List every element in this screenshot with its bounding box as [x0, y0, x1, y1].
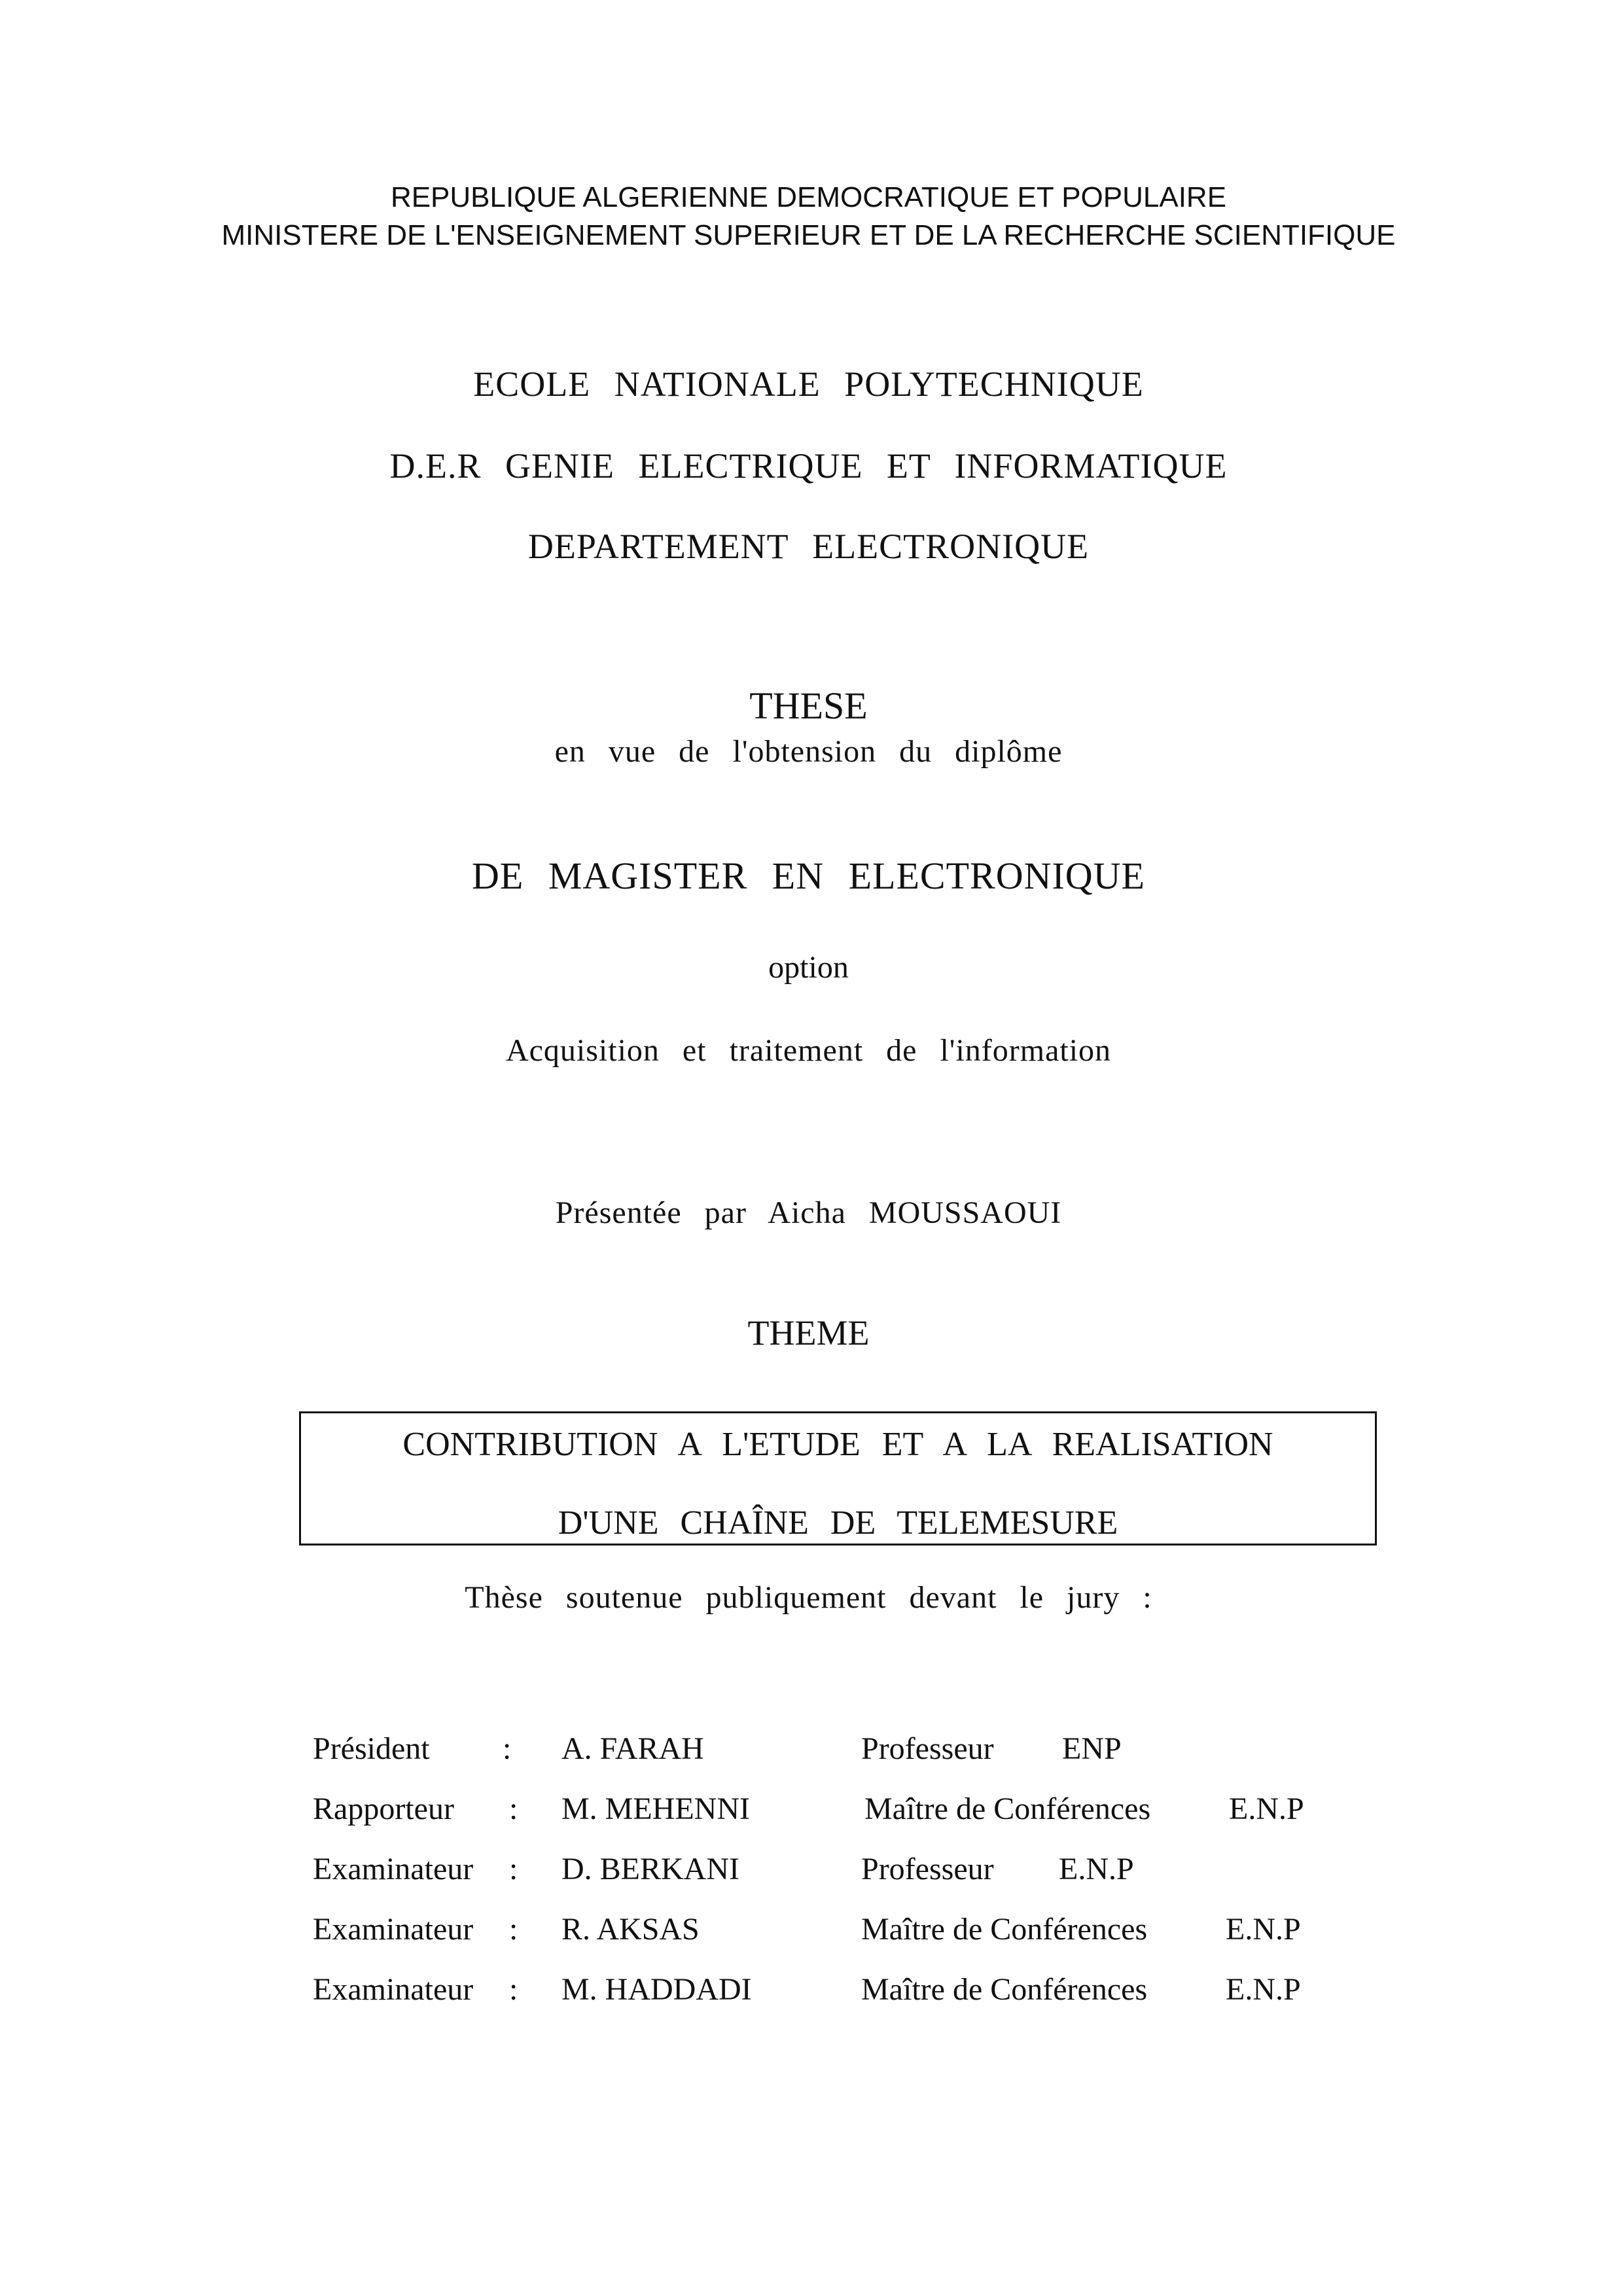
jury-name: D. BERKANI — [561, 1852, 739, 1886]
jury-colon: : — [503, 1731, 512, 1766]
jury-name: R. AKSAS — [561, 1912, 700, 1947]
theme-label: THEME — [747, 1313, 870, 1352]
jury-colon: : — [509, 1972, 518, 2007]
option-label: option — [768, 950, 849, 985]
jury-institution: E.N.P — [1059, 1852, 1134, 1886]
thesis-title: THESE — [749, 684, 868, 727]
option-text: Acquisition et traitement de l'information — [505, 1033, 1112, 1068]
jury-role: Président — [313, 1731, 430, 1766]
header-republic: REPUBLIQUE ALGERIENNE DEMOCRATIQUE ET POPULAIRE — [390, 181, 1227, 213]
thesis-subtitle: en vue de l'obtension du diplôme — [554, 734, 1063, 769]
jury-role: Rapporteur — [313, 1792, 454, 1826]
jury-institution: E.N.P — [1226, 1912, 1301, 1947]
jury-institution: ENP — [1062, 1731, 1122, 1766]
jury-institution: E.N.P — [1229, 1792, 1304, 1826]
jury-name: A. FARAH — [561, 1731, 704, 1766]
jury-institution: E.N.P — [1226, 1972, 1301, 2007]
degree-title: DE MAGISTER EN ELECTRONIQUE — [472, 855, 1145, 897]
jury-role: Examinateur — [313, 1852, 474, 1886]
jury-colon: : — [509, 1912, 518, 1947]
defense-line: Thèse soutenue publiquement devant le jury : — [465, 1580, 1152, 1615]
theme-line-2: D'UNE CHAÎNE DE TELEMESURE — [558, 1504, 1118, 1542]
jury-title: Professeur — [861, 1852, 994, 1886]
jury-title: Maître de Conférences — [861, 1912, 1148, 1947]
der-name: D.E.R GENIE ELECTRIQUE ET INFORMATIQUE — [389, 446, 1228, 486]
theme-line-1: CONTRIBUTION A L'ETUDE ET A LA REALISATION — [402, 1426, 1273, 1463]
department-name: DEPARTEMENT ELECTRONIQUE — [527, 527, 1090, 566]
jury-colon: : — [509, 1792, 518, 1826]
presenter-line: Présentée par Aicha MOUSSAOUI — [555, 1195, 1062, 1230]
school-name: ECOLE NATIONALE POLYTECHNIQUE — [473, 364, 1144, 404]
jury-title: Maître de Conférences — [861, 1972, 1148, 2007]
jury-name: M. MEHENNI — [561, 1792, 750, 1826]
theme-box — [299, 1411, 1377, 1545]
jury-role: Examinateur — [313, 1912, 474, 1947]
jury-name: M. HADDADI — [561, 1972, 752, 2007]
jury-title: Professeur — [861, 1731, 994, 1766]
jury-role: Examinateur — [313, 1972, 474, 2007]
jury-colon: : — [509, 1852, 518, 1886]
jury-title: Maître de Conférences — [864, 1792, 1151, 1826]
header-ministry: MINISTERE DE L'ENSEIGNEMENT SUPERIEUR ET DE LA RECHERCHE SCIENTIFIQUE — [221, 219, 1396, 251]
